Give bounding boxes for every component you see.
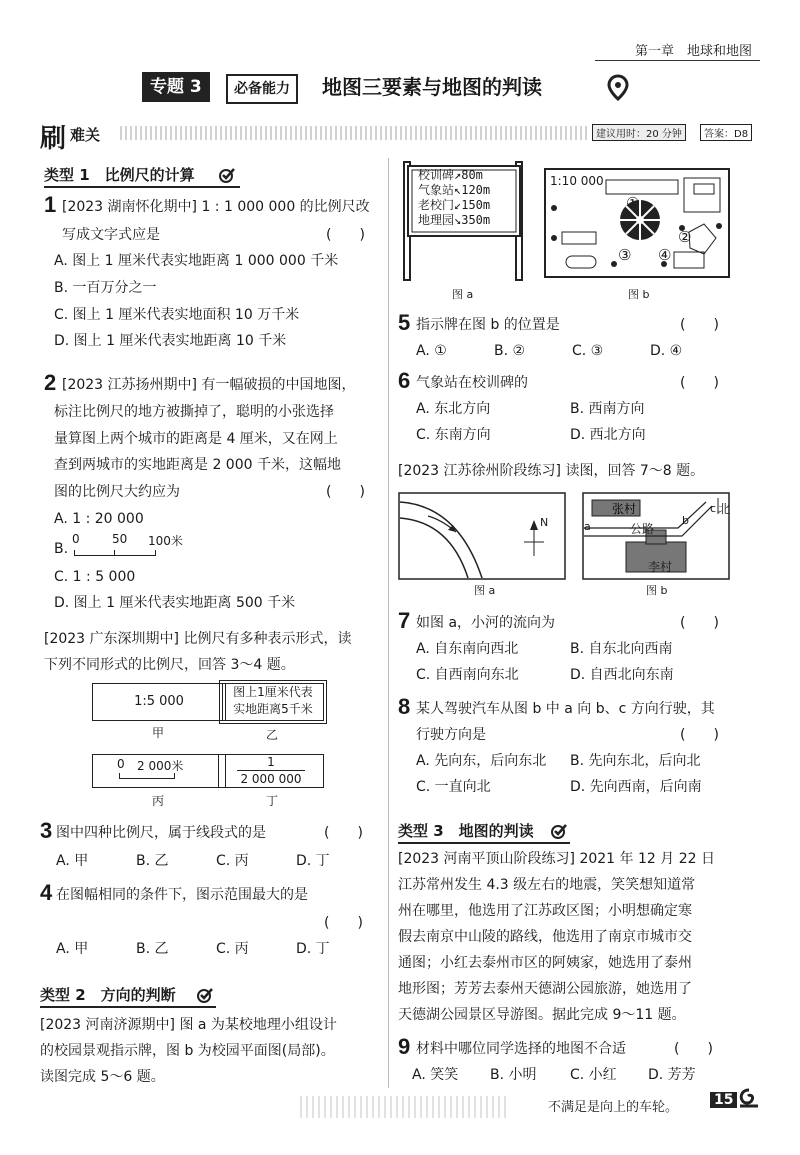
scale-jia-box <box>92 683 226 721</box>
scale-mid-tick <box>114 550 115 556</box>
q8-option-b[interactable]: B. 先向东北，后向北 <box>570 753 701 769</box>
scale-label-50: 50 <box>112 532 128 546</box>
q6-number: 6 <box>398 368 411 393</box>
question-9 <box>398 1036 738 1090</box>
village-figure-caption: 图 b <box>646 584 668 597</box>
section-2-rule <box>40 1006 216 1008</box>
check-icon <box>196 986 214 1004</box>
q4-text: 在图幅相同的条件下，图示范围最大的是 <box>56 887 308 903</box>
intro-3-4-line-2: 下列不同形式的比例尺，回答 3～4 题。 <box>44 657 295 673</box>
scale-label-0: 0 <box>72 532 80 546</box>
question-3 <box>40 820 380 874</box>
section-1-title: 类型 1 比例尺的计算 <box>44 166 195 184</box>
q3-option-b[interactable]: B. 乙 <box>136 853 169 869</box>
scale-ding-box <box>218 754 324 788</box>
point-b: b <box>682 514 689 527</box>
header-rule <box>595 60 760 61</box>
q7-number: 7 <box>398 608 411 633</box>
q3-number: 3 <box>40 818 53 843</box>
mark-1: ① <box>626 194 640 212</box>
scale-line <box>74 550 156 556</box>
q1-text-1: [2023 湖南怀化期中] 1 : 1 000 000 的比例尺改 <box>62 199 370 215</box>
question-8 <box>398 696 738 806</box>
mark-2: ② <box>678 228 692 246</box>
scale-ding-denominator: 2 000 000 <box>240 772 302 786</box>
q6-option-d[interactable]: D. 西北方向 <box>570 427 646 443</box>
sign-line-2: 气象站↖120m <box>418 183 491 197</box>
section-3-title: 类型 3 地图的判读 <box>398 822 534 840</box>
footer-motto: 不满足是向上的车轮。 <box>548 1100 679 1115</box>
mark-4: ④ <box>658 246 672 264</box>
title-bar <box>142 72 652 102</box>
scale-yi-box <box>222 683 324 721</box>
q9-option-d[interactable]: D. 芳芳 <box>648 1067 696 1083</box>
scale-ding-numerator: 1 <box>267 755 275 769</box>
intro-9-11-line-1: [2023 河南平顶山阶段练习] 2021 年 12 月 22 日 <box>398 851 715 867</box>
scale-bing-2000: 2 000米 <box>137 759 184 773</box>
q2-option-c[interactable]: C. 1 : 5 000 <box>54 569 136 585</box>
q9-paren: ( ) <box>674 1041 713 1057</box>
q4-option-a[interactable]: A. 甲 <box>56 941 89 957</box>
scale-bing-0: 0 <box>117 757 125 771</box>
q3-paren: ( ) <box>324 825 363 841</box>
q7-text: 如图 a，小河的流向为 <box>416 615 556 631</box>
intro-9-11-line-6: 地形图；芳芳去泰州天德湖公园旅游，她选用了 <box>398 981 692 997</box>
q5-option-a[interactable]: A. ① <box>416 343 447 359</box>
q2-number: 2 <box>44 370 57 395</box>
sign-line-3: 老校门↙150m <box>418 198 491 212</box>
scale-yi-line-1: 图上1厘米代表 <box>233 685 313 699</box>
q4-option-b[interactable]: B. 乙 <box>136 941 169 957</box>
scale-label-100: 100米 <box>148 534 183 548</box>
page-number: 15 <box>710 1092 737 1108</box>
q5-number: 5 <box>398 310 411 335</box>
q5-option-c[interactable]: C. ③ <box>572 343 604 359</box>
brush-glyph: 刷 <box>40 124 67 154</box>
intro-9-11-line-7: 天德湖公园景区导游图。据此完成 9～11 题。 <box>398 1007 686 1023</box>
q9-option-a[interactable]: A. 笑笑 <box>412 1067 459 1083</box>
topic-badge: 专题 3 <box>142 72 210 102</box>
figure-b-caption: 图 b <box>628 288 650 301</box>
level-bar <box>40 118 760 154</box>
intro-5-6-line-1: [2023 河南济源期中] 图 a 为某校地理小组设计 <box>40 1017 337 1033</box>
scale-jia-label: 甲 <box>152 726 165 740</box>
river-figure <box>398 492 566 580</box>
q5-text: 指示牌在图 b 的位置是 <box>416 317 560 333</box>
section-1-rule <box>44 186 240 188</box>
q7-option-a[interactable]: A. 自东南向西北 <box>416 641 519 657</box>
q9-text: 材料中哪位同学选择的地图不合适 <box>416 1041 626 1057</box>
section-3-rule <box>398 842 570 844</box>
sign-text <box>418 168 490 228</box>
q2-option-a[interactable]: A. 1 : 20 000 <box>54 511 144 527</box>
column-divider <box>388 158 389 1088</box>
q4-option-d[interactable]: D. 丁 <box>296 941 330 957</box>
q6-option-b[interactable]: B. 西南方向 <box>570 401 645 417</box>
q9-option-b[interactable]: B. 小明 <box>490 1067 537 1083</box>
sign-line-1: 校训碑↗80m <box>418 168 483 182</box>
q9-option-c[interactable]: C. 小红 <box>570 1067 617 1083</box>
intro-9-11-line-4: 假去南京中山陵的路线，他选用了南京市城市交 <box>398 929 692 945</box>
question-7 <box>398 610 738 690</box>
river-north-label: N <box>540 516 549 529</box>
intro-5-6-line-2: 的校园景观指示牌，图 b 为校园平面图(局部)。 <box>40 1043 335 1059</box>
intro-3-4-line-1: [2023 广东深圳期中] 比例尺有多种表示形式，读 <box>44 631 352 647</box>
chapter-header: 第一章 地球和地图 <box>634 44 752 59</box>
question-6 <box>398 370 738 450</box>
q2-line-1: [2023 江苏扬州期中] 有一幅破损的中国地图， <box>62 377 356 393</box>
road-label: 公路 <box>630 522 655 536</box>
q3-text: 图中四种比例尺，属于线段式的是 <box>56 825 266 841</box>
q8-text-1: 某人驾驶汽车从图 b 中 a 向 b、c 方向行驶，其 <box>416 701 715 717</box>
check-icon <box>550 822 568 840</box>
q1-number: 1 <box>44 192 57 217</box>
mark-3: ③ <box>618 246 632 264</box>
q3-option-a[interactable]: A. 甲 <box>56 853 89 869</box>
q6-option-a[interactable]: A. 东北方向 <box>416 401 491 417</box>
village-zhangcun: 张村 <box>612 502 637 516</box>
q7-option-c[interactable]: C. 自西南向东北 <box>416 667 519 683</box>
answer-ref: 答案：D8 <box>700 124 752 141</box>
q2-line-4: 查到两城市的实地距离是 2 000 千米，这幅地 <box>54 457 341 473</box>
figure-a-caption: 图 a <box>452 288 474 301</box>
q3-option-c[interactable]: C. 丙 <box>216 853 249 869</box>
q6-text: 气象站在校训碑的 <box>416 375 528 391</box>
q6-paren: ( ) <box>680 375 719 391</box>
question-4 <box>40 882 380 962</box>
intro-9-11-line-2: 江苏常州发生 4.3 级左右的地震，笑笑想知道常 <box>398 877 696 893</box>
point-c: c <box>710 502 717 515</box>
ability-tag: 必备能力 <box>226 74 298 104</box>
point-a: a <box>584 520 591 533</box>
q4-paren: ( ) <box>324 915 363 931</box>
river-figure-caption: 图 a <box>474 584 496 597</box>
location-pin-icon <box>604 74 632 102</box>
suggested-time: 建议用时：20 分钟 <box>592 124 686 141</box>
swirl-icon <box>736 1086 762 1112</box>
scale-bing-line <box>119 773 175 779</box>
q3-option-d[interactable]: D. 丁 <box>296 853 330 869</box>
village-north-label: 北 <box>718 502 731 516</box>
q1-text-2: 写成文字式应是 <box>62 227 160 243</box>
q2-line-3: 量算图上两个城市的距离是 4 厘米，又在网上 <box>54 431 338 447</box>
scale-bing-label: 丙 <box>152 794 165 808</box>
q1-option-c[interactable]: C. 图上 1 厘米代表实地面积 10 万千米 <box>54 307 300 323</box>
level-texture <box>120 126 590 140</box>
village-licun: 李村 <box>648 560 673 574</box>
question-5 <box>398 312 738 366</box>
q1-option-d[interactable]: D. 图上 1 厘米代表实地距离 10 千米 <box>54 333 287 349</box>
section-2-title: 类型 2 方向的判断 <box>40 986 176 1004</box>
intro-7-8: [2023 江苏徐州阶段练习] 读图，回答 7～8 题。 <box>398 463 705 479</box>
q7-paren: ( ) <box>680 615 719 631</box>
sign-line-4: 地理园↘350m <box>418 213 491 227</box>
intro-9-11-line-3: 州在哪里，他选用了江苏政区图；小明想确定寒 <box>398 903 692 919</box>
q6-option-c[interactable]: C. 东南方向 <box>416 427 491 443</box>
scale-bing-box <box>92 754 226 788</box>
q5-paren: ( ) <box>680 317 719 333</box>
q5-option-b[interactable]: B. ② <box>494 343 526 359</box>
q8-option-c[interactable]: C. 一直向北 <box>416 779 491 795</box>
q2-option-b[interactable]: B. <box>54 541 69 557</box>
q8-number: 8 <box>398 694 411 719</box>
q2-option-b-scale <box>72 534 202 560</box>
q4-option-c[interactable]: C. 丙 <box>216 941 249 957</box>
intro-5-6-line-3: 读图完成 5～6 题。 <box>40 1069 165 1085</box>
q2-paren: ( ) <box>326 484 365 500</box>
scale-ding-bar <box>237 770 305 771</box>
q8-option-a[interactable]: A. 先向东，后向东北 <box>416 753 547 769</box>
campus-map-scale: 1:10 000 <box>550 174 604 188</box>
scale-yi-line-2: 实地距离5千米 <box>233 702 313 716</box>
q8-paren: ( ) <box>680 727 719 743</box>
q2-line-2: 标注比例尺的地方被撕掉了，聪明的小张选择 <box>54 404 334 420</box>
q2-line-5: 图的比例尺大约应为 <box>54 484 180 500</box>
scale-jia-text: 1:5 000 <box>134 694 184 709</box>
scale-yi-label: 乙 <box>266 728 279 742</box>
q4-number: 4 <box>40 880 53 905</box>
level-label: 难关 <box>70 126 101 144</box>
footer-texture <box>300 1096 510 1118</box>
q1-paren: ( ) <box>326 227 365 243</box>
q5-option-d[interactable]: D. ④ <box>650 343 683 359</box>
scale-ding-label: 丁 <box>266 794 279 808</box>
intro-9-11 <box>398 846 743 1028</box>
q7-option-b[interactable]: B. 自东北向西南 <box>570 641 673 657</box>
q8-text-2: 行驶方向是 <box>416 727 486 743</box>
q2-option-d[interactable]: D. 图上 1 厘米代表实地距离 500 千米 <box>54 595 296 611</box>
q7-option-d[interactable]: D. 自西北向东南 <box>570 667 674 683</box>
q1-option-a[interactable]: A. 图上 1 厘米代表实地距离 1 000 000 千米 <box>54 253 339 269</box>
q1-option-b[interactable]: B. 一百万分之一 <box>54 280 157 296</box>
q8-option-d[interactable]: D. 先向西南，后向南 <box>570 779 702 795</box>
intro-9-11-line-5: 通图；小红去泰州市区的阿姨家，她选用了泰州 <box>398 955 692 971</box>
check-icon <box>218 166 236 184</box>
q9-number: 9 <box>398 1034 411 1059</box>
page-title: 地图三要素与地图的判读 <box>322 75 542 99</box>
